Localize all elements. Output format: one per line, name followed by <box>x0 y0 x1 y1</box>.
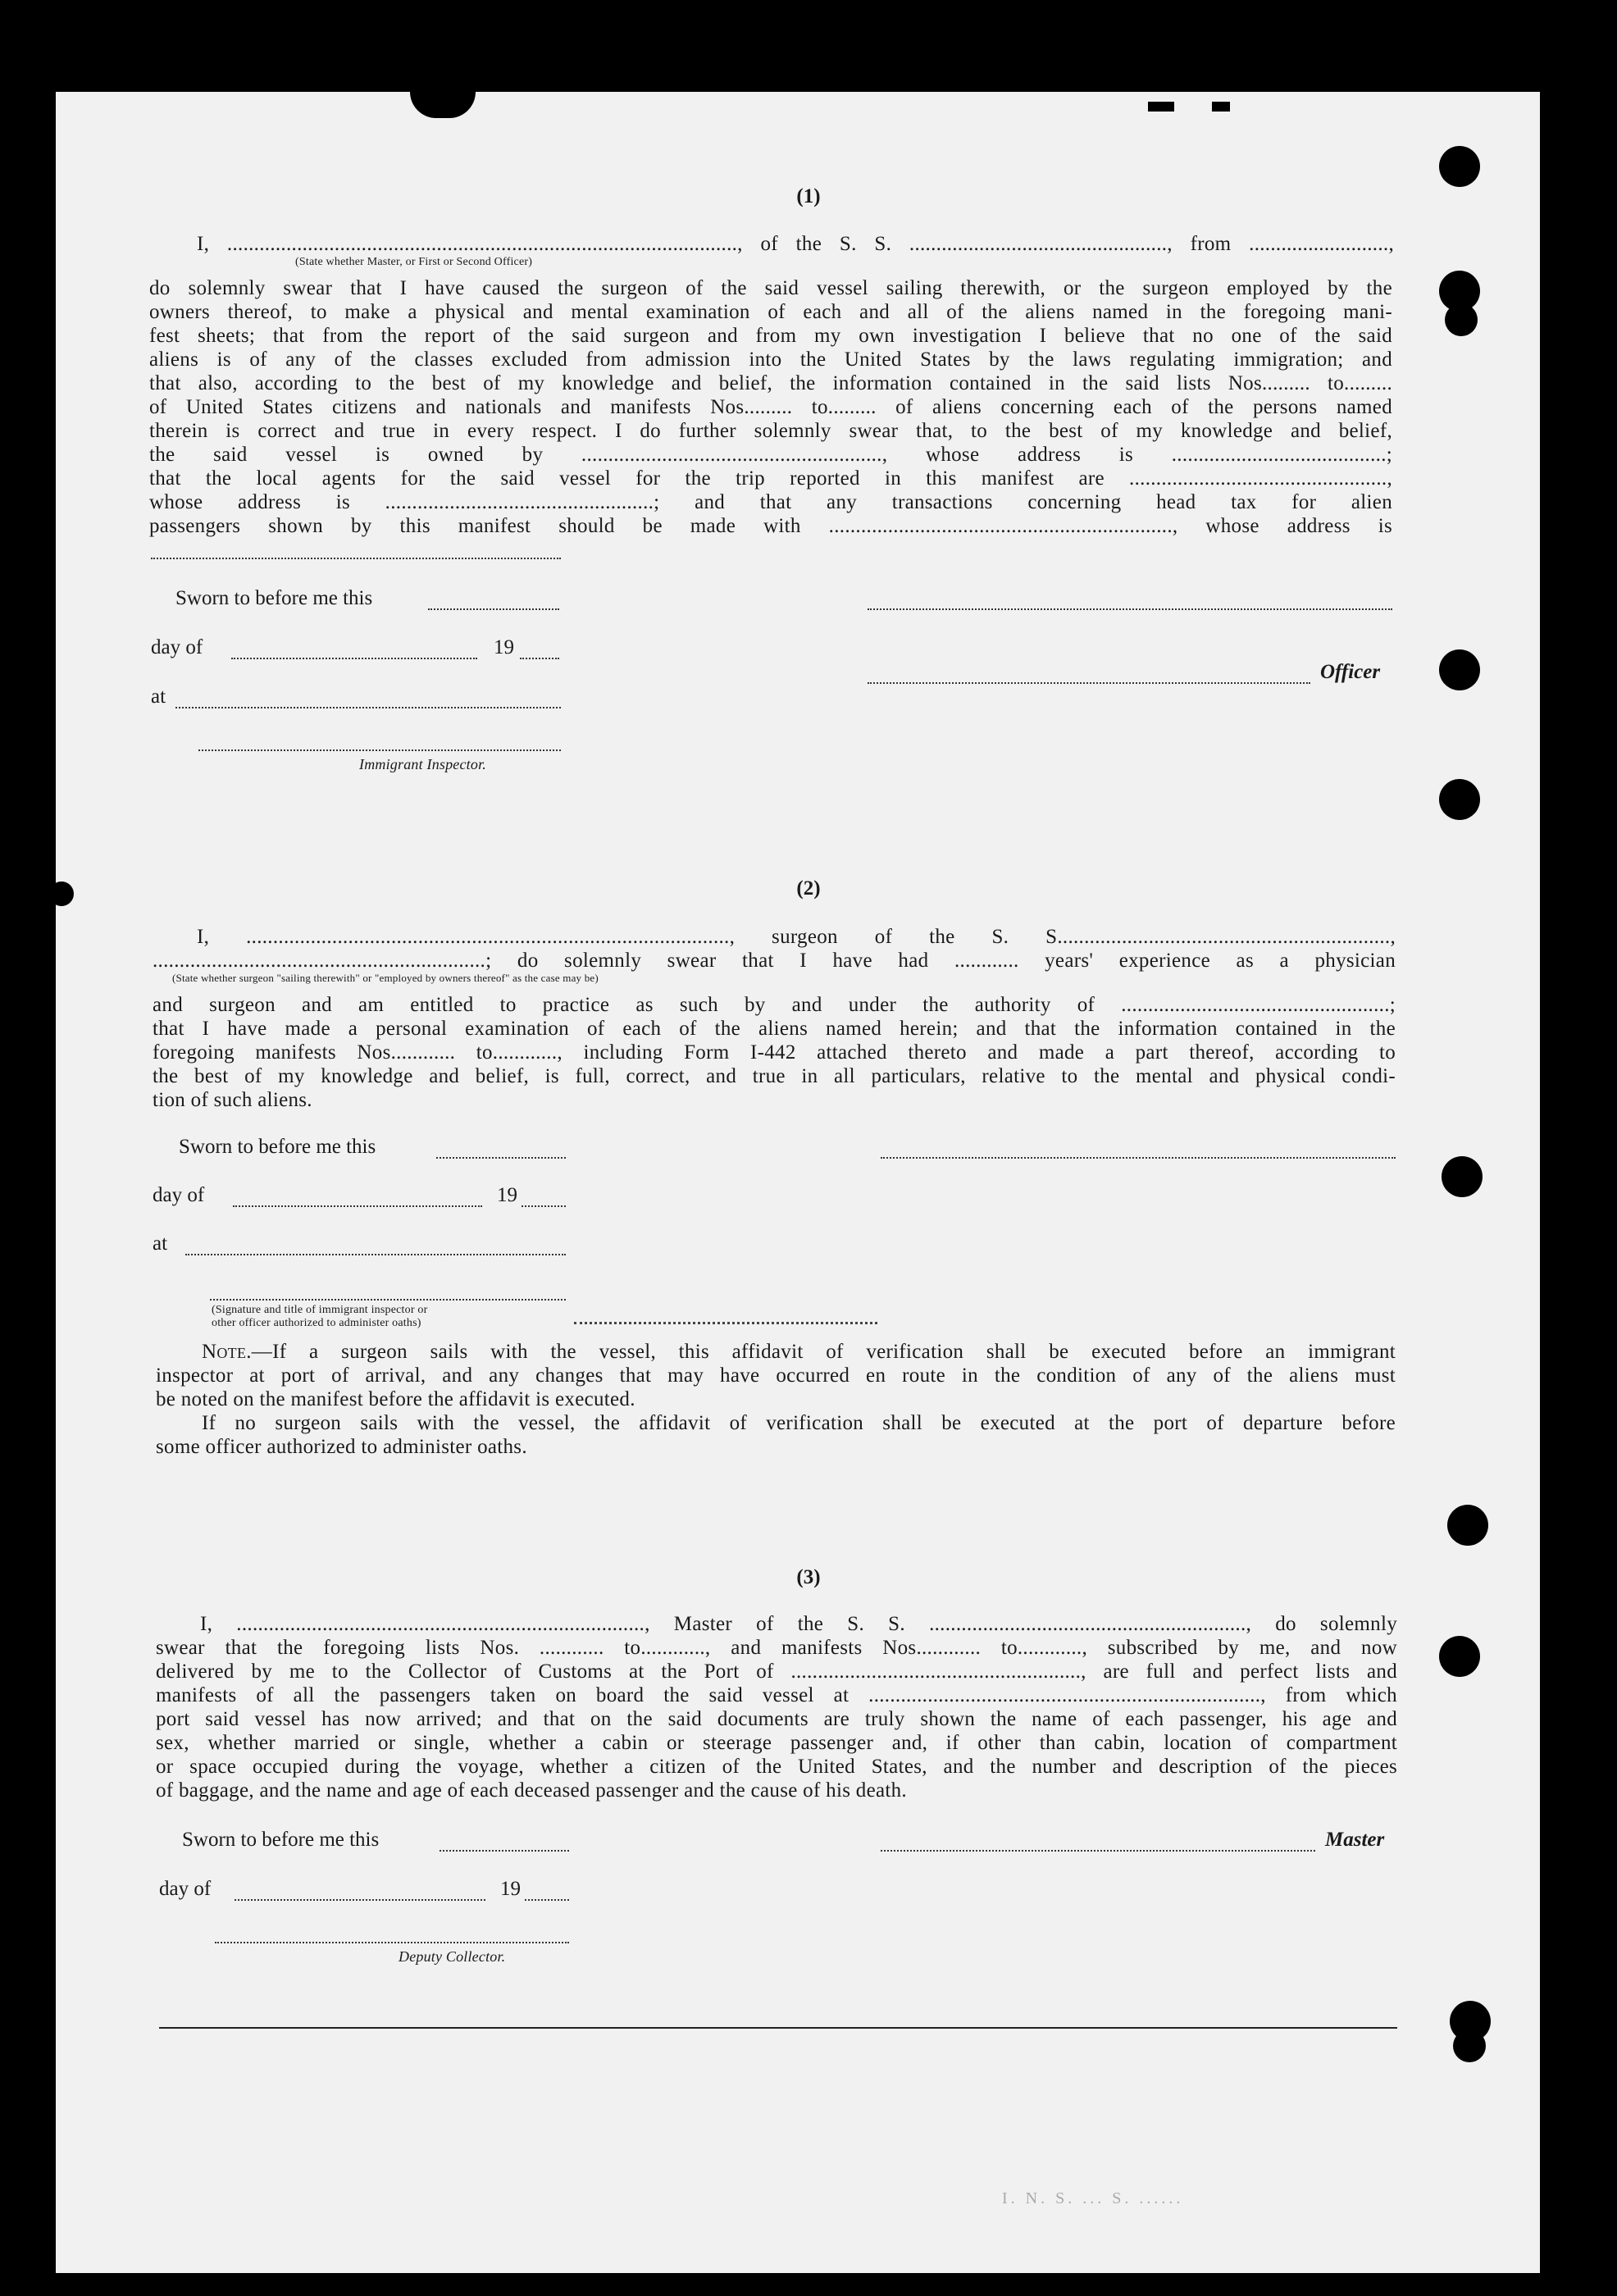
section-1-body-line: passengers shown by this manifest should be made with ................................................................, whose address is <box>149 515 1392 537</box>
sworn-blank-3 <box>440 1850 569 1852</box>
officer-signature-top <box>868 608 1392 610</box>
day-of-label-2: day of <box>153 1184 205 1206</box>
sworn-label-2: Sworn to before me this <box>179 1136 376 1158</box>
section-1-body-line: the said vessel is owned by ........................................................, whose address is ........................................; <box>149 444 1392 466</box>
address-blank <box>151 558 561 559</box>
inspector-signature-line-2 <box>210 1299 566 1301</box>
section-2-body-line: foregoing manifests Nos............ to............, including Form I-442 attached thereto and made a part thereof, according to <box>153 1041 1396 1064</box>
at-blank-1 <box>175 707 561 708</box>
at-label-1: at <box>151 686 166 708</box>
section-3-body-line: or space occupied during the voyage, whether a citizen of the United States, and the number and description of the pieces <box>156 1756 1397 1778</box>
master-signature-line <box>881 1850 1315 1852</box>
section-3-body-line: delivered by me to the Collector of Customs at the Port of ......................................................, are full and perfect lists and <box>156 1660 1397 1683</box>
section-2-number: (2) <box>796 877 821 900</box>
section-1-body-line: aliens is of any of the classes excluded from admission into the United States by the laws regulating immigration; and <box>149 348 1392 371</box>
bottom-rule <box>159 2027 1397 2029</box>
day-blank-2 <box>233 1205 482 1207</box>
section-1-body-line: that the local agents for the said vessel for the trip reported in this manifest are ................................................, <box>149 467 1392 490</box>
section-3-body-line: port said vessel has now arrived; and that on the said documents are truly shown the name of each passenger, his age and <box>156 1708 1397 1730</box>
officer-role-note: (State whether Master, or First or Second Officer) <box>295 256 533 268</box>
section-1-body-line: therein is correct and true in every respect. I do further solemnly swear that, to the best of my knowledge and belief, <box>149 420 1392 442</box>
year-blank-3 <box>525 1899 569 1901</box>
section-3-body-line: manifests of all the passengers taken on board the said vessel at ........................................................................., from which <box>156 1684 1397 1706</box>
punch-hole <box>1439 146 1480 187</box>
sworn-blank-2 <box>436 1157 566 1159</box>
signature-note-2: other officer authorized to administer oaths) <box>212 1317 421 1329</box>
punch-hole <box>1439 779 1480 820</box>
section-2-body-line: and surgeon and am entitled to practice as such by and under the authority of ..................................................; <box>153 994 1396 1016</box>
section-2-line-2: ..............................................................; do solemnly swear that I have had ............ years' experience as a physician <box>153 950 1396 972</box>
section-2-body-line: that I have made a personal examination of each of the aliens named herein; and that the information contained in the <box>153 1018 1396 1040</box>
punch-hole <box>1453 2029 1486 2062</box>
note-line-3: be noted on the manifest before the affidavit is executed. <box>156 1388 635 1410</box>
section-1-body-line: fest sheets; that from the report of the said surgeon and from my own investigation I believe that no one of the said <box>149 325 1392 347</box>
punch-hole <box>1442 1156 1483 1197</box>
punch-hole <box>1439 1636 1480 1677</box>
inspector-signature-line <box>198 749 561 751</box>
at-label-2: at <box>153 1232 168 1255</box>
sworn-label-3: Sworn to before me this <box>182 1829 380 1851</box>
deputy-label: Deputy Collector. <box>399 1948 506 1965</box>
year-label-2: 19 <box>497 1184 517 1206</box>
note-line-5: some officer authorized to administer oaths. <box>156 1436 527 1458</box>
inspector-label: Immigrant Inspector. <box>359 756 486 772</box>
year-label-3: 19 <box>500 1878 521 1900</box>
note-line-1 <box>202 1340 1396 1364</box>
day-blank-1 <box>231 658 477 659</box>
deputy-signature-line <box>215 1942 569 1943</box>
section-3-body-line: of baggage, and the name and age of each deceased passenger and the cause of his death. <box>156 1779 907 1802</box>
section-2-body-line: tion of such aliens. <box>153 1089 312 1111</box>
section-2-body-line: the best of my knowledge and belief, is full, correct, and true in all particulars, relative to the mental and physical condi- <box>153 1065 1396 1087</box>
day-of-label-1: day of <box>151 636 203 658</box>
section-1-body-line: of United States citizens and nationals and manifests Nos......... to......... of aliens concerning each of the persons named <box>149 396 1392 418</box>
year-label-1: 19 <box>494 636 514 658</box>
officer-signature-line <box>868 682 1310 684</box>
note-line-2: inspector at port of arrival, and any changes that may have occurred en route in the condition of any of the aliens must <box>156 1364 1396 1387</box>
note-label: Note. <box>202 1341 252 1363</box>
sworn-label-1: Sworn to before me this <box>175 587 373 609</box>
at-blank-2 <box>185 1254 566 1255</box>
officer-label: Officer <box>1320 661 1381 683</box>
section-1-body-line: whose address is ..................................................; and that any transactions concerning head tax for alien <box>149 491 1392 513</box>
section-3-body-line: sex, whether married or single, whether a cabin or steerage passenger and, if other than cabin, location of compartment <box>156 1732 1397 1754</box>
punch-hole <box>1445 303 1478 336</box>
punch-hole <box>1447 1505 1488 1546</box>
section-2-line-1: I, .........................................................................................., surgeon of the S. S.............................................................., <box>197 926 1396 948</box>
year-blank-1 <box>520 658 559 659</box>
surgeon-role-note: (State whether surgeon "sailing therewith" or "employed by owners thereof" as the case may be) <box>172 972 599 984</box>
day-blank-3 <box>235 1899 485 1901</box>
note-line-4: If no surgeon sails with the vessel, the affidavit of verification shall be executed at the port of departure before <box>202 1412 1396 1434</box>
footer-mark: I. N. S. ... S. ...... <box>1002 2189 1184 2207</box>
section-1-body-line: do solemnly swear that I have caused the surgeon of the said vessel sailing therewith, or the surgeon employed by the <box>149 277 1392 299</box>
sworn-blank-1 <box>428 608 559 610</box>
note-text-1: —If a surgeon sails with the vessel, this affidavit of verification shall be executed before an immigrant <box>251 1341 1396 1363</box>
punch-hole <box>1439 649 1480 690</box>
section-3-number: (3) <box>796 1566 821 1588</box>
section-3-body-line: I, ............................................................................, Master of the S. S. ..........................................................., do solemnly <box>200 1613 1397 1635</box>
surgeon-signature-line <box>881 1157 1396 1159</box>
section-1-number: (1) <box>796 185 821 207</box>
master-label: Master <box>1325 1829 1385 1851</box>
day-of-label-3: day of <box>159 1878 212 1900</box>
section-1-line-1: I, ..............................................................................................., of the S. S. ................................................, from .........................., <box>197 233 1394 255</box>
separator-dots <box>574 1322 877 1324</box>
section-3-body-line: swear that the foregoing lists Nos. ............ to............, and manifests Nos............ to............, subscribed by me, and now <box>156 1637 1397 1659</box>
scan-mark <box>1212 102 1230 112</box>
scan-mark <box>1148 102 1174 112</box>
section-1-body-line: that also, according to the best of my knowledge and belief, the information contained in the said lists Nos......... to......... <box>149 372 1392 394</box>
section-1-body-line: owners thereof, to make a physical and mental examination of each and all of the aliens named in the foregoing mani- <box>149 301 1392 323</box>
signature-note-1: (Signature and title of immigrant inspector or <box>212 1304 428 1316</box>
year-blank-2 <box>522 1205 566 1207</box>
